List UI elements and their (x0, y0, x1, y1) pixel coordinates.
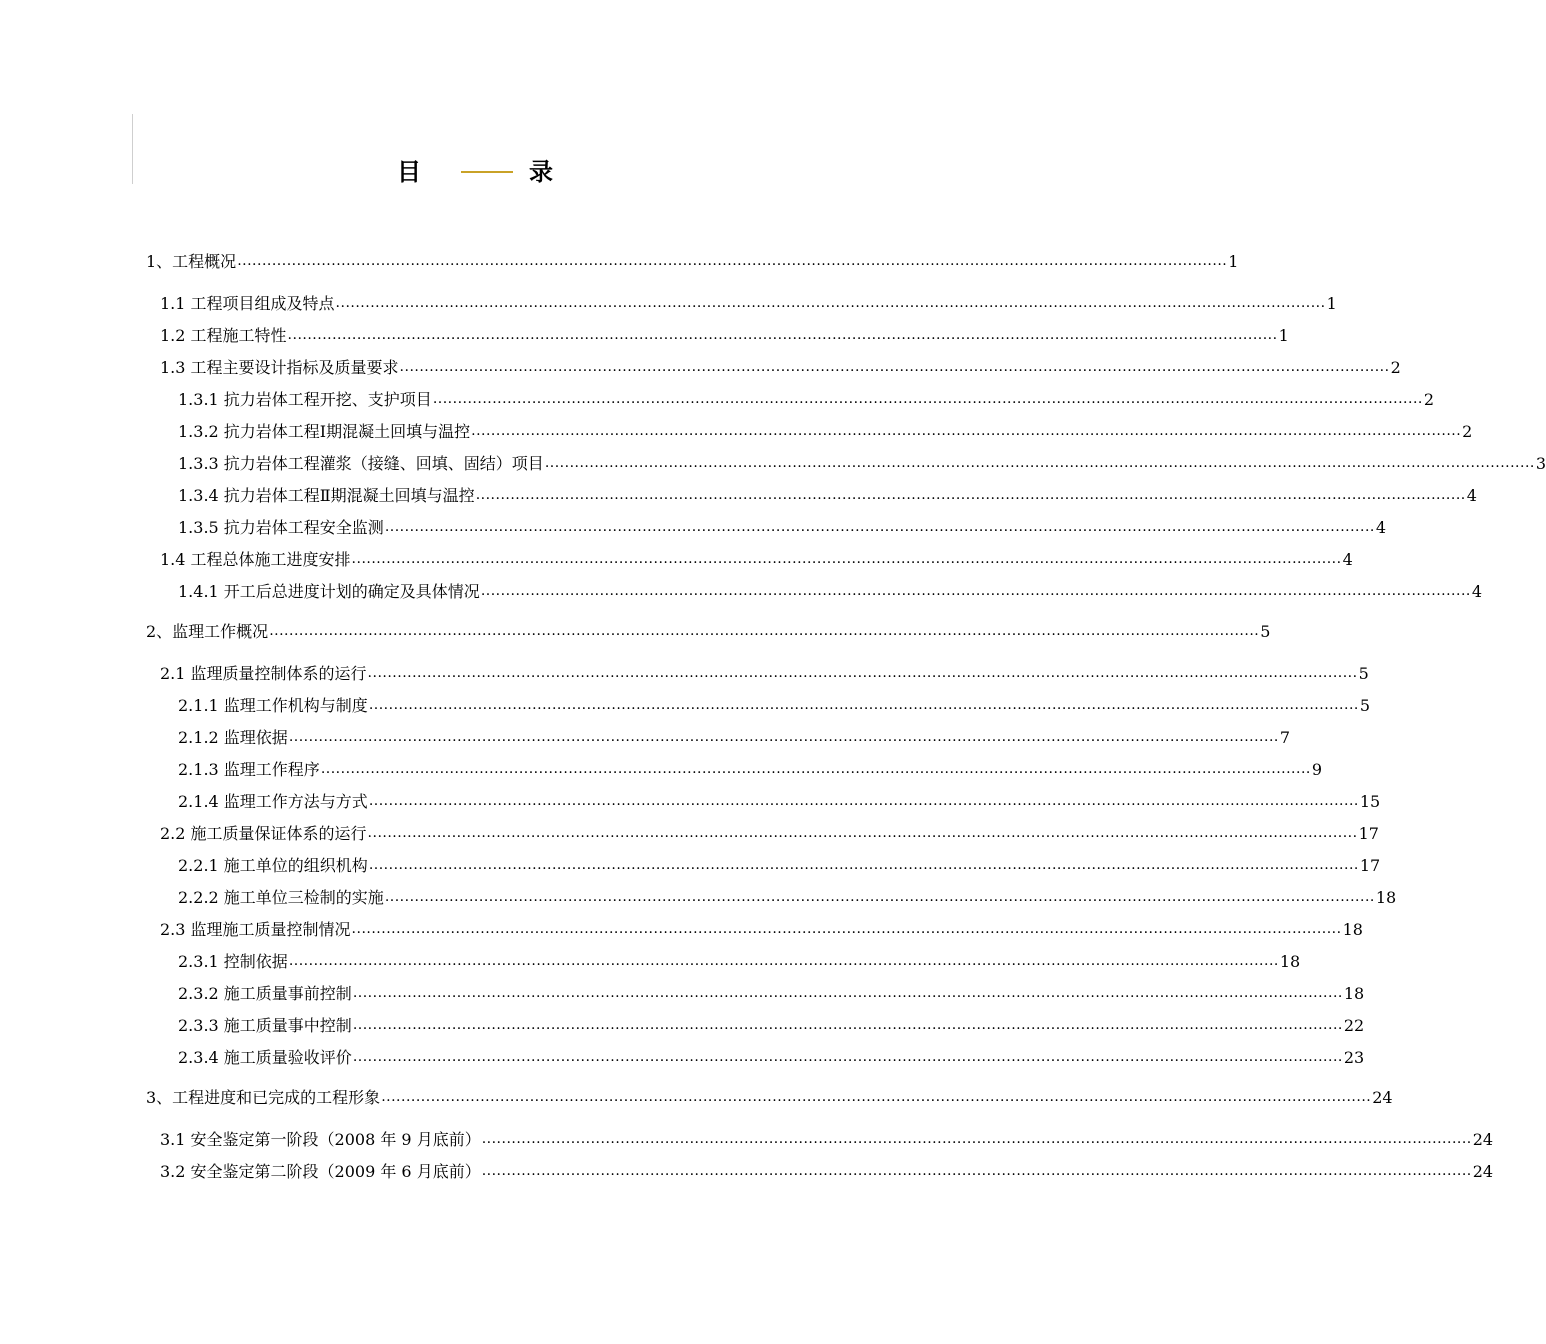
toc-leader-dots: ........................................................................................................................................................................................................ (288, 953, 1279, 969)
title-char-first: 目 (397, 157, 421, 186)
toc-entry[interactable] (178, 855, 1381, 877)
toc-page-number: 22 (1343, 1016, 1365, 1035)
toc-entry-label: 1.4.1 开工后总进度计划的确定及具体情况 (178, 582, 480, 601)
toc-entry[interactable] (178, 695, 1371, 717)
toc-entry[interactable] (178, 791, 1381, 813)
toc-entry-label: 2.3 监理施工质量控制情况 (160, 920, 351, 939)
toc-leader-dots: ........................................................................................................................................................................................................ (367, 825, 1358, 841)
toc-entry-label: 2.1.2 监理依据 (178, 728, 288, 747)
toc-page-number: 18 (1375, 888, 1397, 907)
toc-leader-dots: ........................................................................................................................................................................................................ (352, 1049, 1343, 1065)
toc-page-number: 2 (1462, 422, 1473, 441)
toc-entry[interactable] (160, 919, 1363, 941)
toc-leader-dots: ........................................................................................................................................................................................................ (368, 857, 1359, 873)
toc-page-number: 18 (1342, 920, 1363, 939)
toc-entry-label: 2.3.3 施工质量事中控制 (178, 1016, 352, 1035)
toc-entry[interactable] (146, 621, 1271, 643)
toc-page-number: 9 (1311, 760, 1323, 779)
toc-leader-dots: ........................................................................................................................................................................................................ (481, 1131, 1472, 1147)
toc-page-number: 3 (1535, 454, 1546, 473)
toc-page-number: 24 (1472, 1162, 1494, 1181)
toc-entry-label: 3、工程进度和已完成的工程形象 (146, 1088, 381, 1107)
toc-page-number: 5 (1260, 622, 1271, 641)
toc-page-number: 2 (1423, 390, 1435, 409)
toc-entry-label: 1.3.5 抗力岩体工程安全监测 (178, 518, 384, 537)
toc-leader-dots: ........................................................................................................................................................................................................ (481, 1163, 1472, 1179)
toc-leader-dots: ........................................................................................................................................................................................................ (351, 921, 1342, 937)
toc-entry[interactable] (178, 517, 1387, 539)
toc-entry[interactable] (160, 293, 1337, 315)
toc-page-number: 18 (1279, 952, 1301, 971)
toc-entry[interactable] (178, 983, 1365, 1005)
toc-entry[interactable] (178, 485, 1477, 507)
toc-page-number: 4 (1375, 518, 1387, 537)
toc-page-number: 24 (1372, 1088, 1393, 1107)
toc-entry-label: 2.2.2 施工单位三检制的实施 (178, 888, 384, 907)
toc-leader-dots: ........................................................................................................................................................................................................ (432, 391, 1423, 407)
toc-leader-dots: ........................................................................................................................................................................................................ (368, 697, 1359, 713)
toc-leader-dots: ........................................................................................................................................................................................................ (335, 295, 1326, 311)
toc-entry[interactable] (160, 1161, 1494, 1183)
toc-entry[interactable] (178, 759, 1323, 781)
toc-page-number: 17 (1358, 824, 1379, 843)
toc-entry-label: 1、工程概况 (146, 252, 237, 271)
toc-page-number: 5 (1358, 664, 1369, 683)
toc-entry[interactable] (178, 453, 1546, 475)
toc-page-number: 4 (1342, 550, 1353, 569)
toc-entry[interactable] (160, 823, 1379, 845)
toc-entry-label: 2.3.1 控制依据 (178, 952, 288, 971)
toc-entry-label: 2.1.1 监理工作机构与制度 (178, 696, 368, 715)
toc-page-number: 4 (1471, 582, 1483, 601)
toc-entry-label: 1.3.1 抗力岩体工程开挖、支护项目 (178, 390, 432, 409)
toc-entry[interactable] (160, 357, 1401, 379)
toc-entry-label: 1.2 工程施工特性 (160, 326, 287, 345)
toc-entry[interactable] (178, 887, 1397, 909)
toc-entry-label: 2.1.4 监理工作方法与方式 (178, 792, 368, 811)
toc-page-number: 5 (1359, 696, 1371, 715)
toc-entry[interactable] (178, 727, 1291, 749)
toc-entry-label: 1.1 工程项目组成及特点 (160, 294, 335, 313)
toc-leader-dots: ........................................................................................................................................................................................................ (269, 623, 1260, 639)
toc-leader-dots: ........................................................................................................................................................................................................ (399, 359, 1390, 375)
toc-page-number: 2 (1390, 358, 1401, 377)
toc-entry-label: 2.1.3 监理工作程序 (178, 760, 320, 779)
toc-leader-dots: ........................................................................................................................................................................................................ (288, 729, 1279, 745)
toc-leader-dots: ........................................................................................................................................................................................................ (471, 423, 1462, 439)
toc-leader-dots: ........................................................................................................................................................................................................ (384, 519, 1375, 535)
toc-entry[interactable] (146, 251, 1239, 273)
toc-entry[interactable] (160, 663, 1369, 685)
toc-entry[interactable] (160, 325, 1289, 347)
toc-page-number: 18 (1343, 984, 1365, 1003)
toc-entry-label: 2、监理工作概况 (146, 622, 269, 641)
toc-leader-dots: ........................................................................................................................................................................................................ (384, 889, 1375, 905)
toc-page-number: 1 (1326, 294, 1337, 313)
toc-leader-dots: ........................................................................................................................................................................................................ (237, 253, 1228, 269)
toc-entry-label: 1.4 工程总体施工进度安排 (160, 550, 351, 569)
toc-leader-dots: ........................................................................................................................................................................................................ (352, 1017, 1343, 1033)
toc-leader-dots: ........................................................................................................................................................................................................ (368, 793, 1359, 809)
toc-entry-label: 1.3.3 抗力岩体工程灌浆（接缝、回填、固结）项目 (178, 454, 544, 473)
toc-leader-dots: ........................................................................................................................................................................................................ (287, 327, 1278, 343)
toc-entry-label: 2.2 施工质量保证体系的运行 (160, 824, 367, 843)
toc-leader-dots: ........................................................................................................................................................................................................ (320, 761, 1311, 777)
toc-entry[interactable] (178, 1047, 1365, 1069)
toc-leader-dots: ........................................................................................................................................................................................................ (352, 985, 1343, 1001)
toc-entry-label: 3.1 安全鉴定第一阶段（2008 年 9 月底前） (160, 1130, 481, 1149)
toc-page-number: 17 (1359, 856, 1381, 875)
toc-page-number: 4 (1466, 486, 1477, 505)
toc-entry[interactable] (178, 581, 1483, 603)
toc-leader-dots: ........................................................................................................................................................................................................ (480, 583, 1471, 599)
title-char-second: 录 (529, 157, 553, 186)
toc-leader-dots: ........................................................................................................................................................................................................ (475, 487, 1466, 503)
toc-page-number: 1 (1228, 252, 1239, 271)
toc-leader-dots: ........................................................................................................................................................................................................ (351, 551, 1342, 567)
toc-entry[interactable] (160, 549, 1353, 571)
toc-leader-dots: ........................................................................................................................................................................................................ (544, 455, 1535, 471)
toc-entry-label: 2.3.2 施工质量事前控制 (178, 984, 352, 1003)
toc-page-number: 7 (1279, 728, 1291, 747)
toc-page-number: 15 (1359, 792, 1381, 811)
toc-entry-label: 1.3.4 抗力岩体工程Ⅱ期混凝土回填与温控 (178, 486, 475, 505)
toc-entry-label: 2.2.1 施工单位的组织机构 (178, 856, 368, 875)
toc-entry-label: 3.2 安全鉴定第二阶段（2009 年 6 月底前） (160, 1162, 481, 1181)
toc-entry[interactable] (178, 421, 1473, 443)
toc-leader-dots: ........................................................................................................................................................................................................ (367, 665, 1358, 681)
toc-page-number: 23 (1343, 1048, 1365, 1067)
toc-page-number: 24 (1472, 1130, 1494, 1149)
toc-entry-label: 2.3.4 施工质量验收评价 (178, 1048, 352, 1067)
toc-entry-label: 1.3 工程主要设计指标及质量要求 (160, 358, 399, 377)
toc-page-number: 1 (1278, 326, 1289, 345)
toc-entry[interactable] (178, 951, 1301, 973)
toc-entry[interactable] (178, 389, 1435, 411)
toc-entry[interactable] (160, 1129, 1494, 1151)
toc-entry[interactable] (178, 1015, 1365, 1037)
toc-leader-dots: ........................................................................................................................................................................................................ (381, 1089, 1372, 1105)
toc-entry-label: 1.3.2 抗力岩体工程Ⅰ期混凝土回填与温控 (178, 422, 471, 441)
toc-entry-label: 2.1 监理质量控制体系的运行 (160, 664, 367, 683)
toc-entry[interactable] (146, 1087, 1393, 1109)
